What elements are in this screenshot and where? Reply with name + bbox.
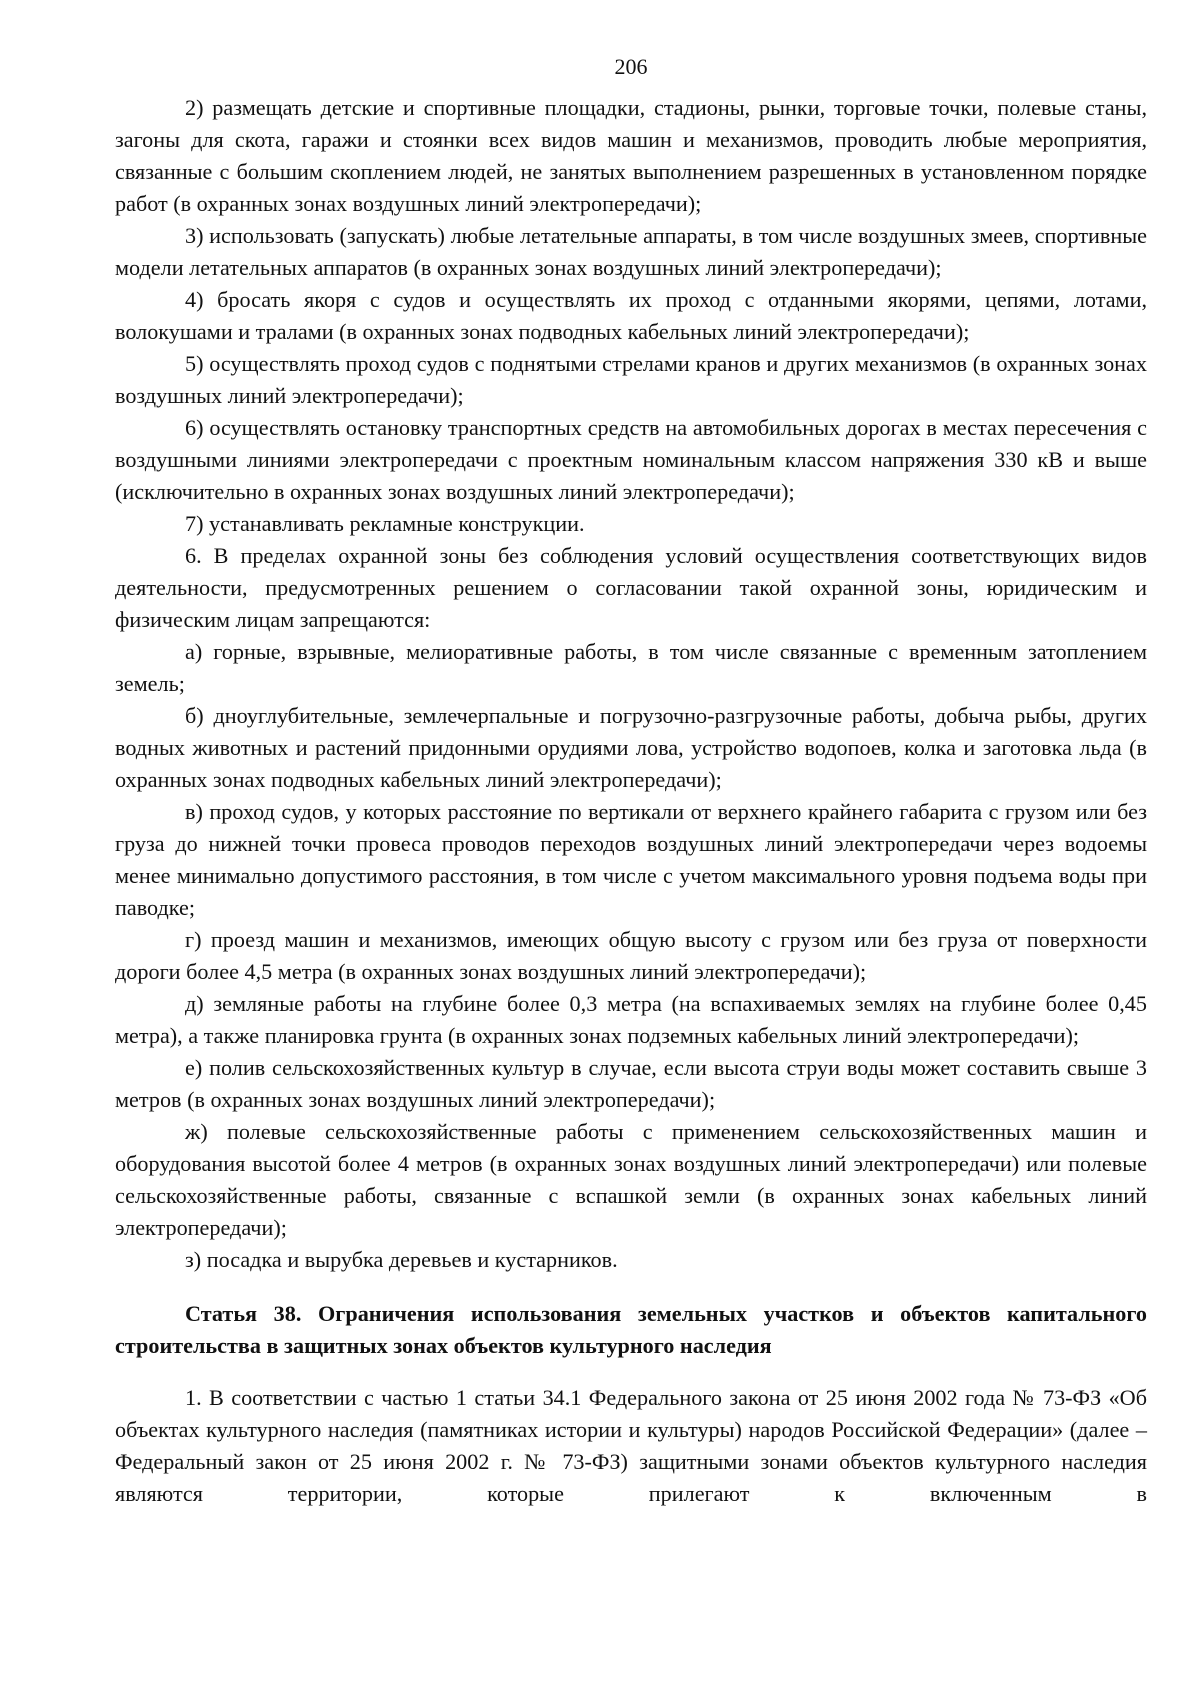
paragraph: е) полив сельскохозяйственных культур в случае, если высота струи воды может составить свыше 3 метров (в охранных зонах воздушных линий электропередачи);	[115, 1055, 1147, 1112]
paragraph-final: 1. В соответствии с частью 1 статьи 34.1 Федерального закона от 25 июня 2002 года № 73-ФЗ «Об объектах культурного наследия (памятниках истории и культуры) народов Российской Федерации» (далее – Федеральный закон от 25 июня 2002 г. № 73-ФЗ) защитными зонами объектов культурного наследия являются территории, которые прилегают к включенным в	[115, 1385, 1147, 1506]
paragraph: 2) размещать детские и спортивные площадки, стадионы, рынки, торговые точки, полевые станы, загоны для скота, гаражи и стоянки всех видов машин и механизмов, проводить любые мероприятия, связанные с большим скоплением людей, не занятых выполнением разрешенных в установленном порядке работ (в охранных зонах воздушных линий электропередачи);	[115, 95, 1147, 216]
article-heading: Статья 38. Ограничения использования земельных участков и объектов капитального строительства в защитных зонах объектов культурного наследия	[115, 1301, 1147, 1358]
paragraph: 5) осуществлять проход судов с поднятыми стрелами кранов и других механизмов (в охранных зонах воздушных линий электропередачи);	[115, 351, 1147, 408]
paragraph: г) проезд машин и механизмов, имеющих общую высоту с грузом или без груза от поверхности дороги более 4,5 метра (в охранных зонах воздушных линий электропередачи);	[115, 927, 1147, 984]
paragraph: 4) бросать якоря с судов и осуществлять их проход с отданными якорями, цепями, лотами, волокушами и тралами (в охранных зонах подводных кабельных линий электропередачи);	[115, 287, 1147, 344]
paragraph: а) горные, взрывные, мелиоративные работы, в том числе связанные с временным затоплением земель;	[115, 639, 1147, 696]
paragraph: 6) осуществлять остановку транспортных средств на автомобильных дорогах в местах пересечения с воздушными линиями электропередачи с проектным номинальным классом напряжения 330 кВ и выше (исключительно в охранных зонах воздушных линий электропередачи);	[115, 415, 1147, 504]
page-number: 206	[614, 54, 648, 79]
paragraph: д) земляные работы на глубине более 0,3 метра (на вспахиваемых землях на глубине более 0,45 метра), а также планировка грунта (в охранных зонах подземных кабельных линий электропередачи);	[115, 991, 1147, 1048]
paragraph: в) проход судов, у которых расстояние по вертикали от верхнего крайнего габарита с грузом или без груза до нижней точки провеса проводов переходов воздушных линий электропередачи через водоемы менее минимально допустимого расстояния, в том числе с учетом максимального уровня подъема воды при паводке;	[115, 799, 1147, 920]
paragraph: з) посадка и вырубка деревьев и кустарников.	[185, 1247, 618, 1272]
document-page	[115, 52, 1147, 1510]
paragraph: ж) полевые сельскохозяйственные работы с применением сельскохозяйственных машин и оборудования высотой более 4 метров (в охранных зонах воздушных линий электропередачи) или полевые сельскохозяйственные работы, связанные с вспашкой земли (в охранных зонах кабельных линий электропередачи);	[115, 1119, 1147, 1240]
paragraph: б) дноуглубительные, землечерпальные и погрузочно-разгрузочные работы, добыча рыбы, других водных животных и растений придонными орудиями лова, устройство водопоев, колка и заготовка льда (в охранных зонах подводных кабельных линий электропередачи);	[115, 703, 1147, 792]
paragraph: 7) устанавливать рекламные конструкции.	[185, 511, 585, 536]
paragraph: 3) использовать (запускать) любые летательные аппараты, в том числе воздушных змеев, спортивные модели летательных аппаратов (в охранных зонах воздушных линий электропередачи);	[115, 223, 1147, 280]
paragraph: 6. В пределах охранной зоны без соблюдения условий осуществления соответствующих видов деятельности, предусмотренных решением о согласовании такой охранной зоны, юридическим и физическим лицам запрещаются:	[115, 543, 1147, 632]
